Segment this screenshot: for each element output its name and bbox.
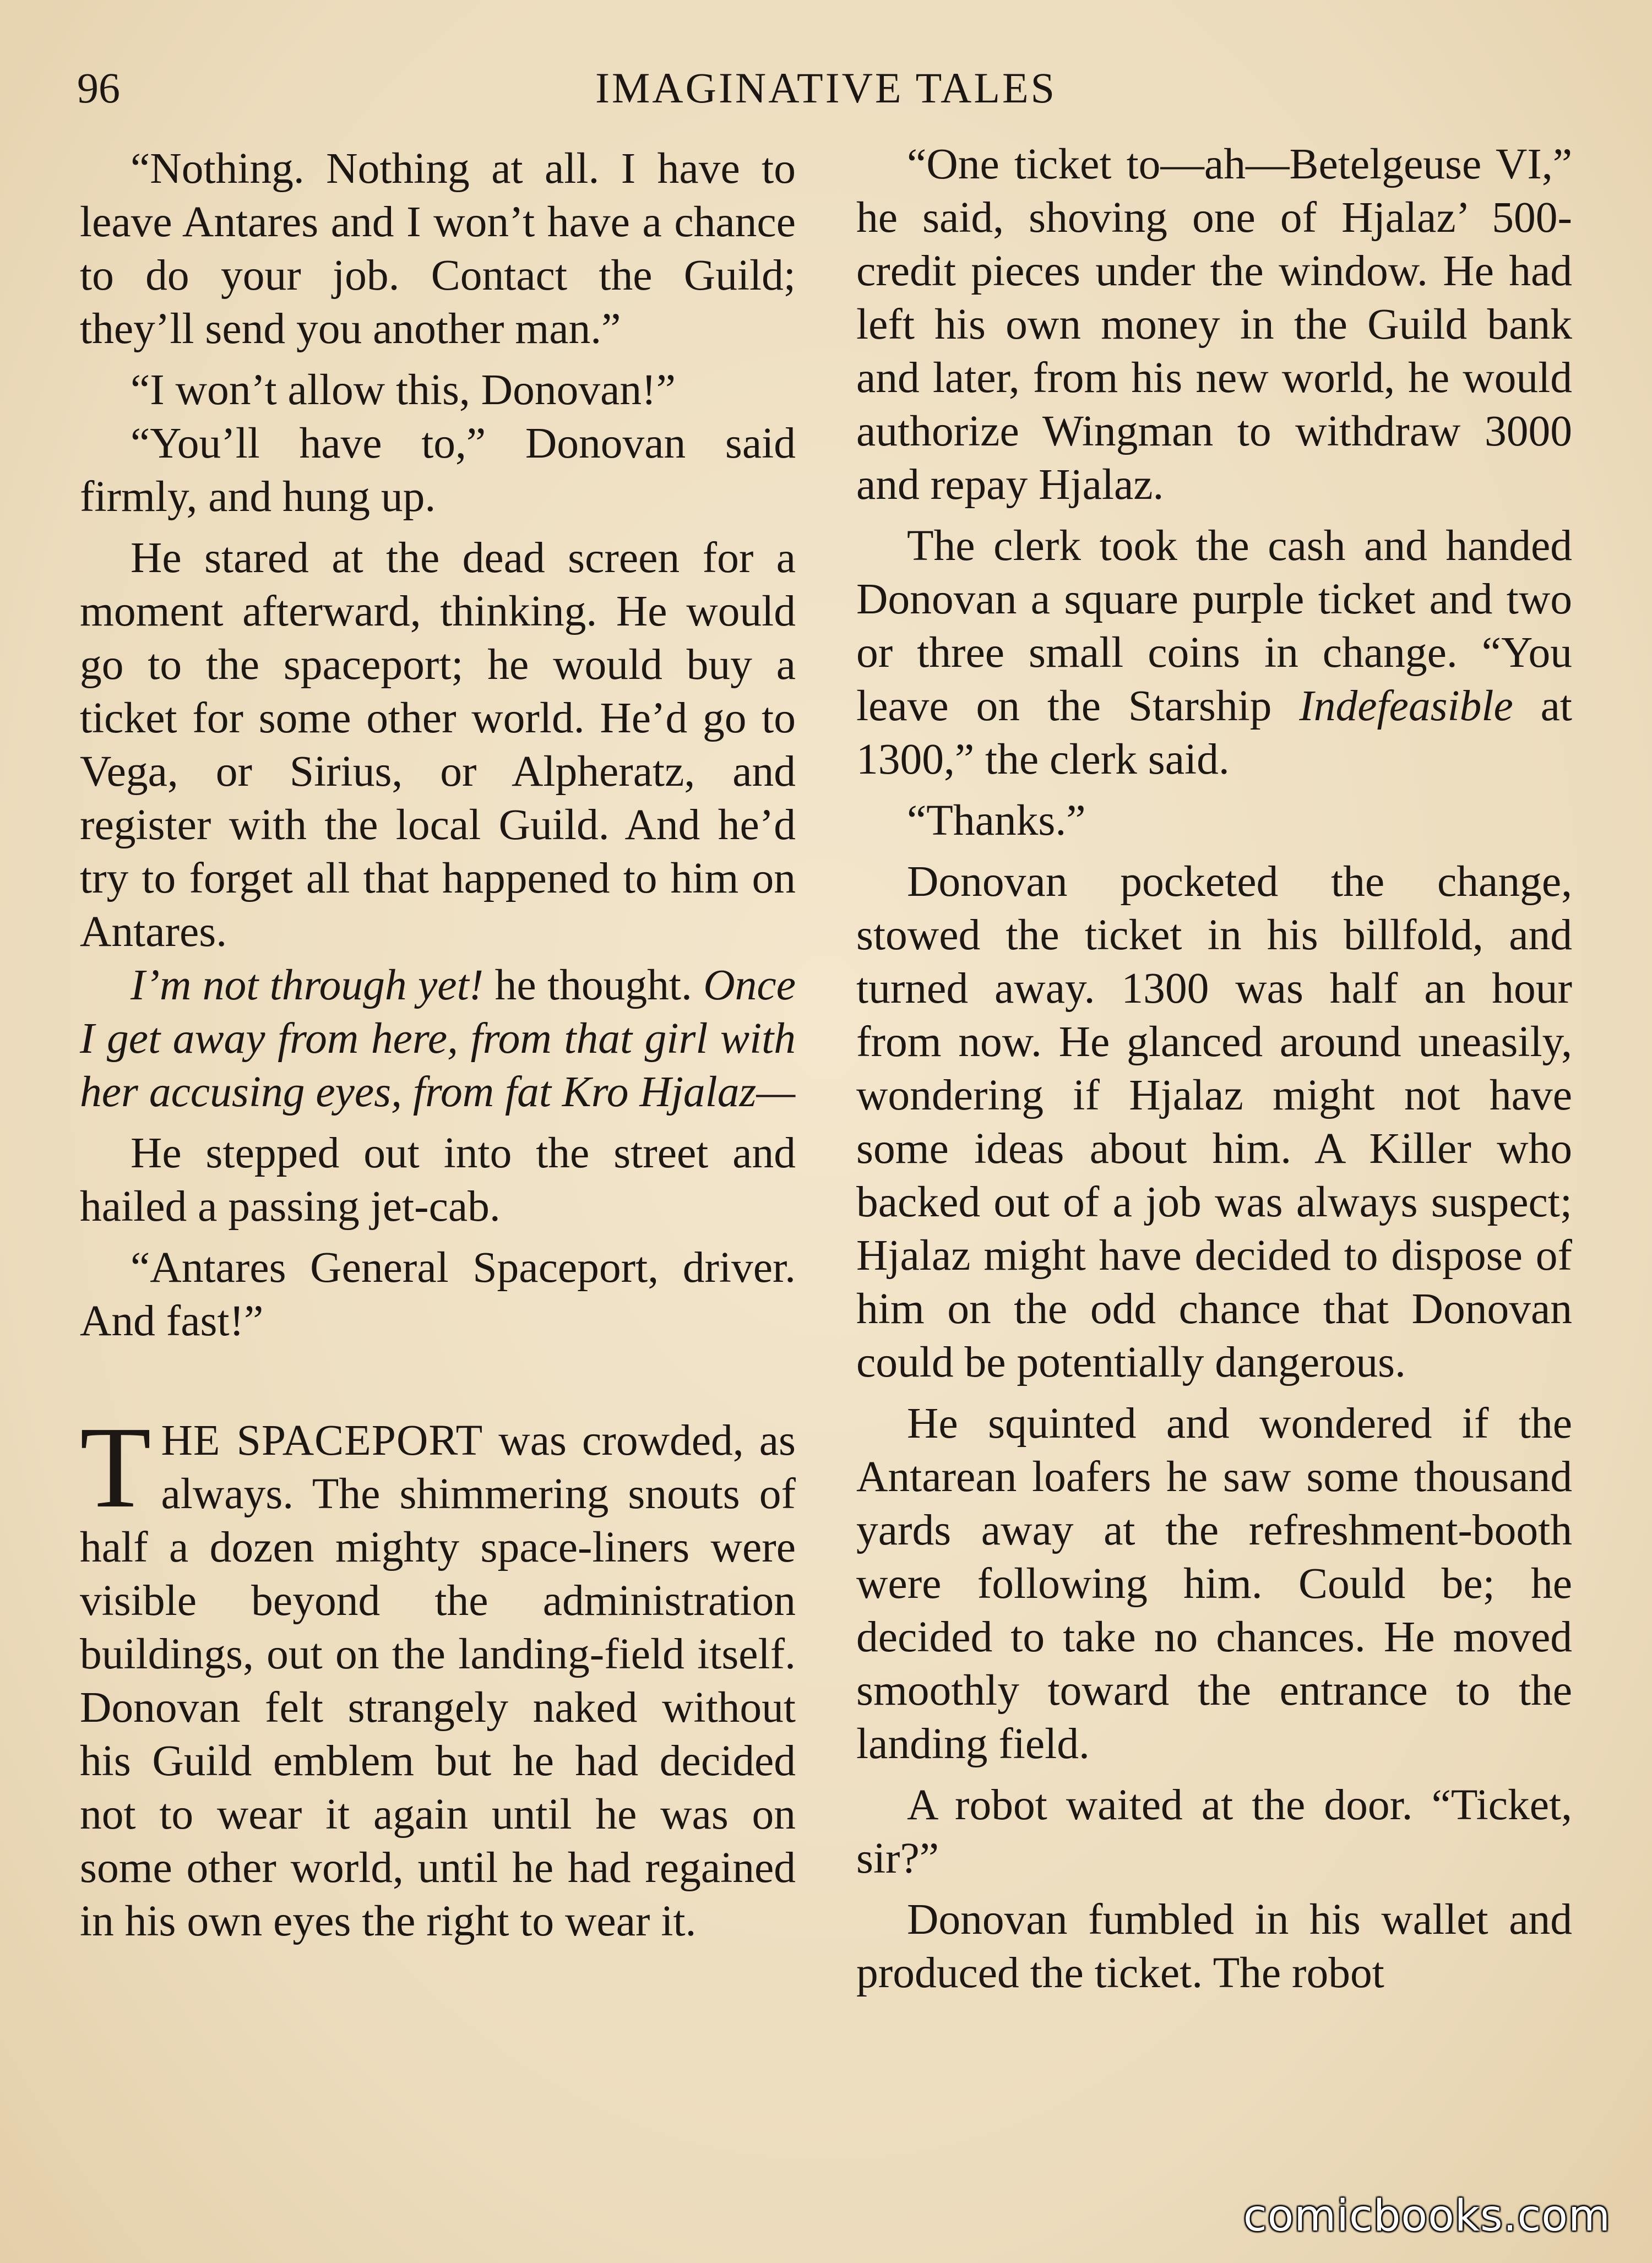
roman-text: he thought. xyxy=(483,961,704,1009)
left-column xyxy=(80,142,796,1948)
paragraph: Donovan fumbled in his wallet and produced the ticket. The robot xyxy=(856,1895,1572,1997)
running-title: IMAGINATIVE TALES xyxy=(595,64,1057,112)
paragraph xyxy=(856,519,1572,786)
paragraph: He stepped out into the street and hailed a passing jet-cab. xyxy=(80,1129,796,1231)
paragraph: “Thanks.” xyxy=(907,796,1086,845)
paragraph: “I won’t allow this, Donovan!” xyxy=(131,366,676,414)
paragraph: He stared at the dead screen for a moment afterward, thinking. He would go to the spaceport; he would buy a ticket for some other world. He’d go to Vega, or Sirius, or Alpheratz, and register with the local Guild. And he’d try to forget all that happened to him on Antares. xyxy=(80,534,796,956)
drop-cap: T xyxy=(80,1402,151,1532)
italic-text: I’m not through yet! xyxy=(131,961,484,1009)
roman-text: The clerk took the cash and handed Donovan a square purple ticket and two or three small coins in change. “You leave on the Starship xyxy=(856,521,1572,730)
section-opening-paragraph xyxy=(80,1402,796,1948)
paragraph: He squinted and wondered if the Antarean loafers he saw some thousand yards away at the refreshment-booth were following him. Could be; he decided to take no chances. He moved smoothly toward the entrance to the landing field. xyxy=(856,1399,1572,1768)
paragraph-body: was crowded, as always. The shimmering snouts of half a dozen mighty space-liners were visible beyond the administration buildings, out on the landing-field itself. Donovan felt strangely naked without his Guild emblem but he had decided not to wear it again until he was on some other world, until he had regained in his own eyes the right to wear it. xyxy=(80,1416,796,1945)
page-number: 96 xyxy=(77,64,120,112)
paragraph-thought xyxy=(80,959,796,1119)
paragraph: “Nothing. Nothing at all. I have to leave Antares and I won’t have a chance to do your job. Contact the Guild; they’ll send you another man.” xyxy=(80,144,796,353)
site-watermark: comicbooks.com xyxy=(1243,2191,1611,2241)
paragraph: “You’ll have to,” Donovan said firmly, and hung up. xyxy=(80,419,796,521)
italic-text: Indefeasible xyxy=(1299,682,1513,730)
paragraph: A robot waited at the door. “Ticket, sir?” xyxy=(856,1781,1572,1883)
page-header xyxy=(77,58,1575,118)
paragraph: Donovan pocketed the change, stowed the ticket in his billfold, and turned away. 1300 was half an hour from now. He glanced around uneasily, wondering if Hjalaz might not have some ideas about him. A Killer who backed out of a job was always suspect; Hjalaz might have decided to dispose of him on the odd chance that Donovan could be potentially dangerous. xyxy=(856,857,1572,1386)
paragraph: “One ticket to—ah—Betelgeuse VI,” he said, shoving one of Hjalaz’ 500-credit pieces under the window. He had left his own money in the Guild bank and later, from his new world, he would authorize Wingman to withdraw 3000 and repay Hjalaz. xyxy=(856,140,1572,509)
italic-text: Once I get away from here, from that girl with her accusing eyes, from fat Kro Hjalaz— xyxy=(80,961,796,1116)
right-column xyxy=(856,138,1572,2000)
paragraph: “Antares General Spaceport, driver. And fast!” xyxy=(80,1243,796,1345)
small-caps-lead: HE SPACEPORT xyxy=(161,1416,483,1465)
roman-text: at 1300,” the clerk said. xyxy=(856,682,1572,784)
